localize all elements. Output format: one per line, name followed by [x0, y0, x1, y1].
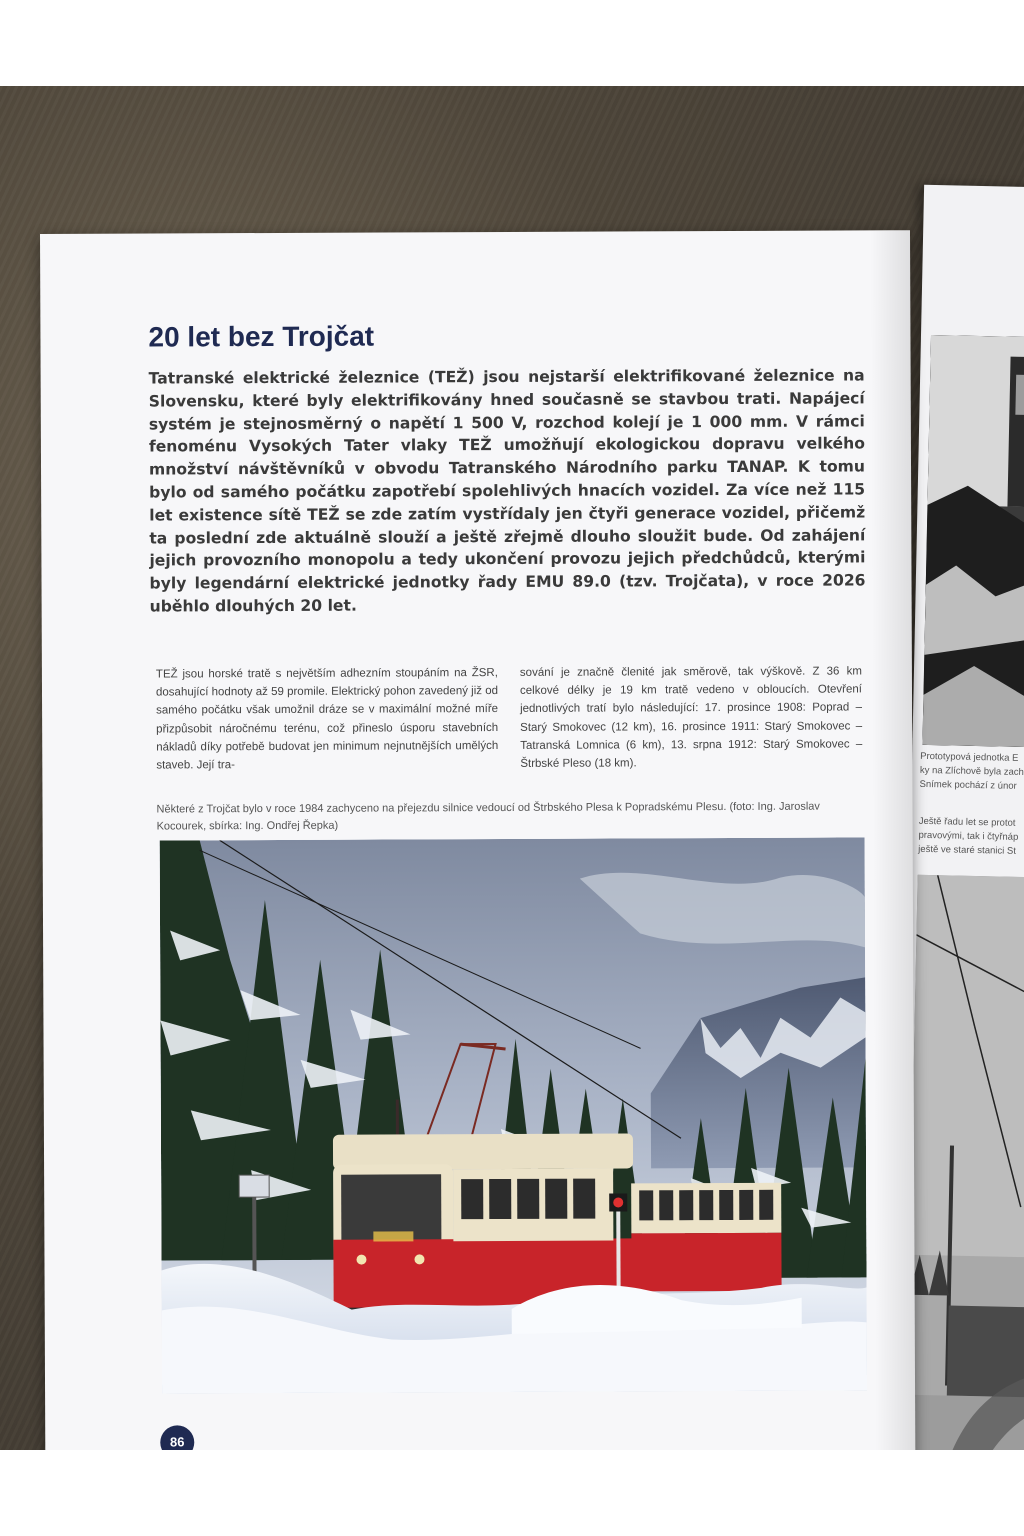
facing-page-photo-bottom [904, 875, 1024, 1450]
facing-page-text-1: Ještě řadu let se protot [918, 815, 1016, 829]
facing-page-caption-1: Prototypová jednotka E [920, 750, 1019, 764]
body-column-left: TEŽ jsou horské tratě s největším adhezním stoupáním na ŽSR, dosahující hodnoty až 59 promile. Elektrický pohon zavedený již od samého počátku však umožnil dráze se v maximální možné míře přizpůsobit náročnému terénu, což přineslo úsporu stavebních nákladů díky potřebě budovat jen minimum nejnutnějších umělých staveb. Její tra- [155, 667, 499, 772]
page-number-badge: 86 [160, 1425, 194, 1450]
photo-background [0, 86, 1024, 1450]
facing-page-caption-3: Snímek pochází z únor [919, 778, 1017, 792]
photo-caption: Některé z Trojčat bylo v roce 1984 zachyceno na přejezdu silnice vedoucí od Štrbského Plesa k Popradskému Plesu. (foto: Ing. Jaroslav Kocourek, sbírka: Ing. Ondřej Řepka) [156, 800, 820, 833]
facing-page-text-2: pravovými, tak i čtyřnáp [918, 829, 1019, 843]
facing-page-caption-2: ky na Zlíchově byla zach [919, 764, 1024, 779]
magazine-page [40, 230, 916, 1450]
facing-page-text-3: ještě ve staré stanici St [918, 843, 1017, 857]
article-lead: Tatranské elektrické železnice (TEŽ) jsou nejstarší elektrifikované železnice na Slovensku, které byly elektrifikovány hned současně se stavbou trati. Napájecí systém je stejnosměrný o napětí 1 500 V, rozchod kolejí je 1 000 mm. V rámci fenoménu Vysokých Tater vlaky TEŽ umožňují ekologickou dopravu velkého množství návštěvníků v obvodu Tatranského Národního parku TANAP. K tomu bylo od samého počátku zapotřebí spolehlivých hnacích vozidel. Za více než 115 let existence sítě TEŽ se zde zatím vystřídaly jen čtyři generace vozidel, přičemž ta poslední zde aktuálně slouží a ještě zřejmě dlouho sloužit bude. Od zahájení jejich provozního monopolu a tedy ukončení provozu jejich předchůdců, kterými byly legendární elektrické jednotky řady EMU 89.0 (tzv. Trojčata), v roce 2026 uběhlo dlouhých 20 let. [148, 366, 866, 616]
facing-page-photo-top [922, 335, 1024, 747]
body-column-right: sování je značně členité jak směrově, tak výškově. Z 36 km celkové délky je 19 km tratě vedeno v obloucích. Otevření jednotlivých tratí bylo následující: 17. prosince 1908: Poprad – Starý Smokovec (12 km), 16. prosince 1911: Starý Smokovec – Tatranská Lomnica (6 km), 13. srpna 1912: Starý Smokovec – Štrbské Pleso (18 km). [519, 665, 863, 770]
tram-photo [160, 837, 867, 1393]
article-title: 20 let bez Trojčat [148, 320, 375, 353]
